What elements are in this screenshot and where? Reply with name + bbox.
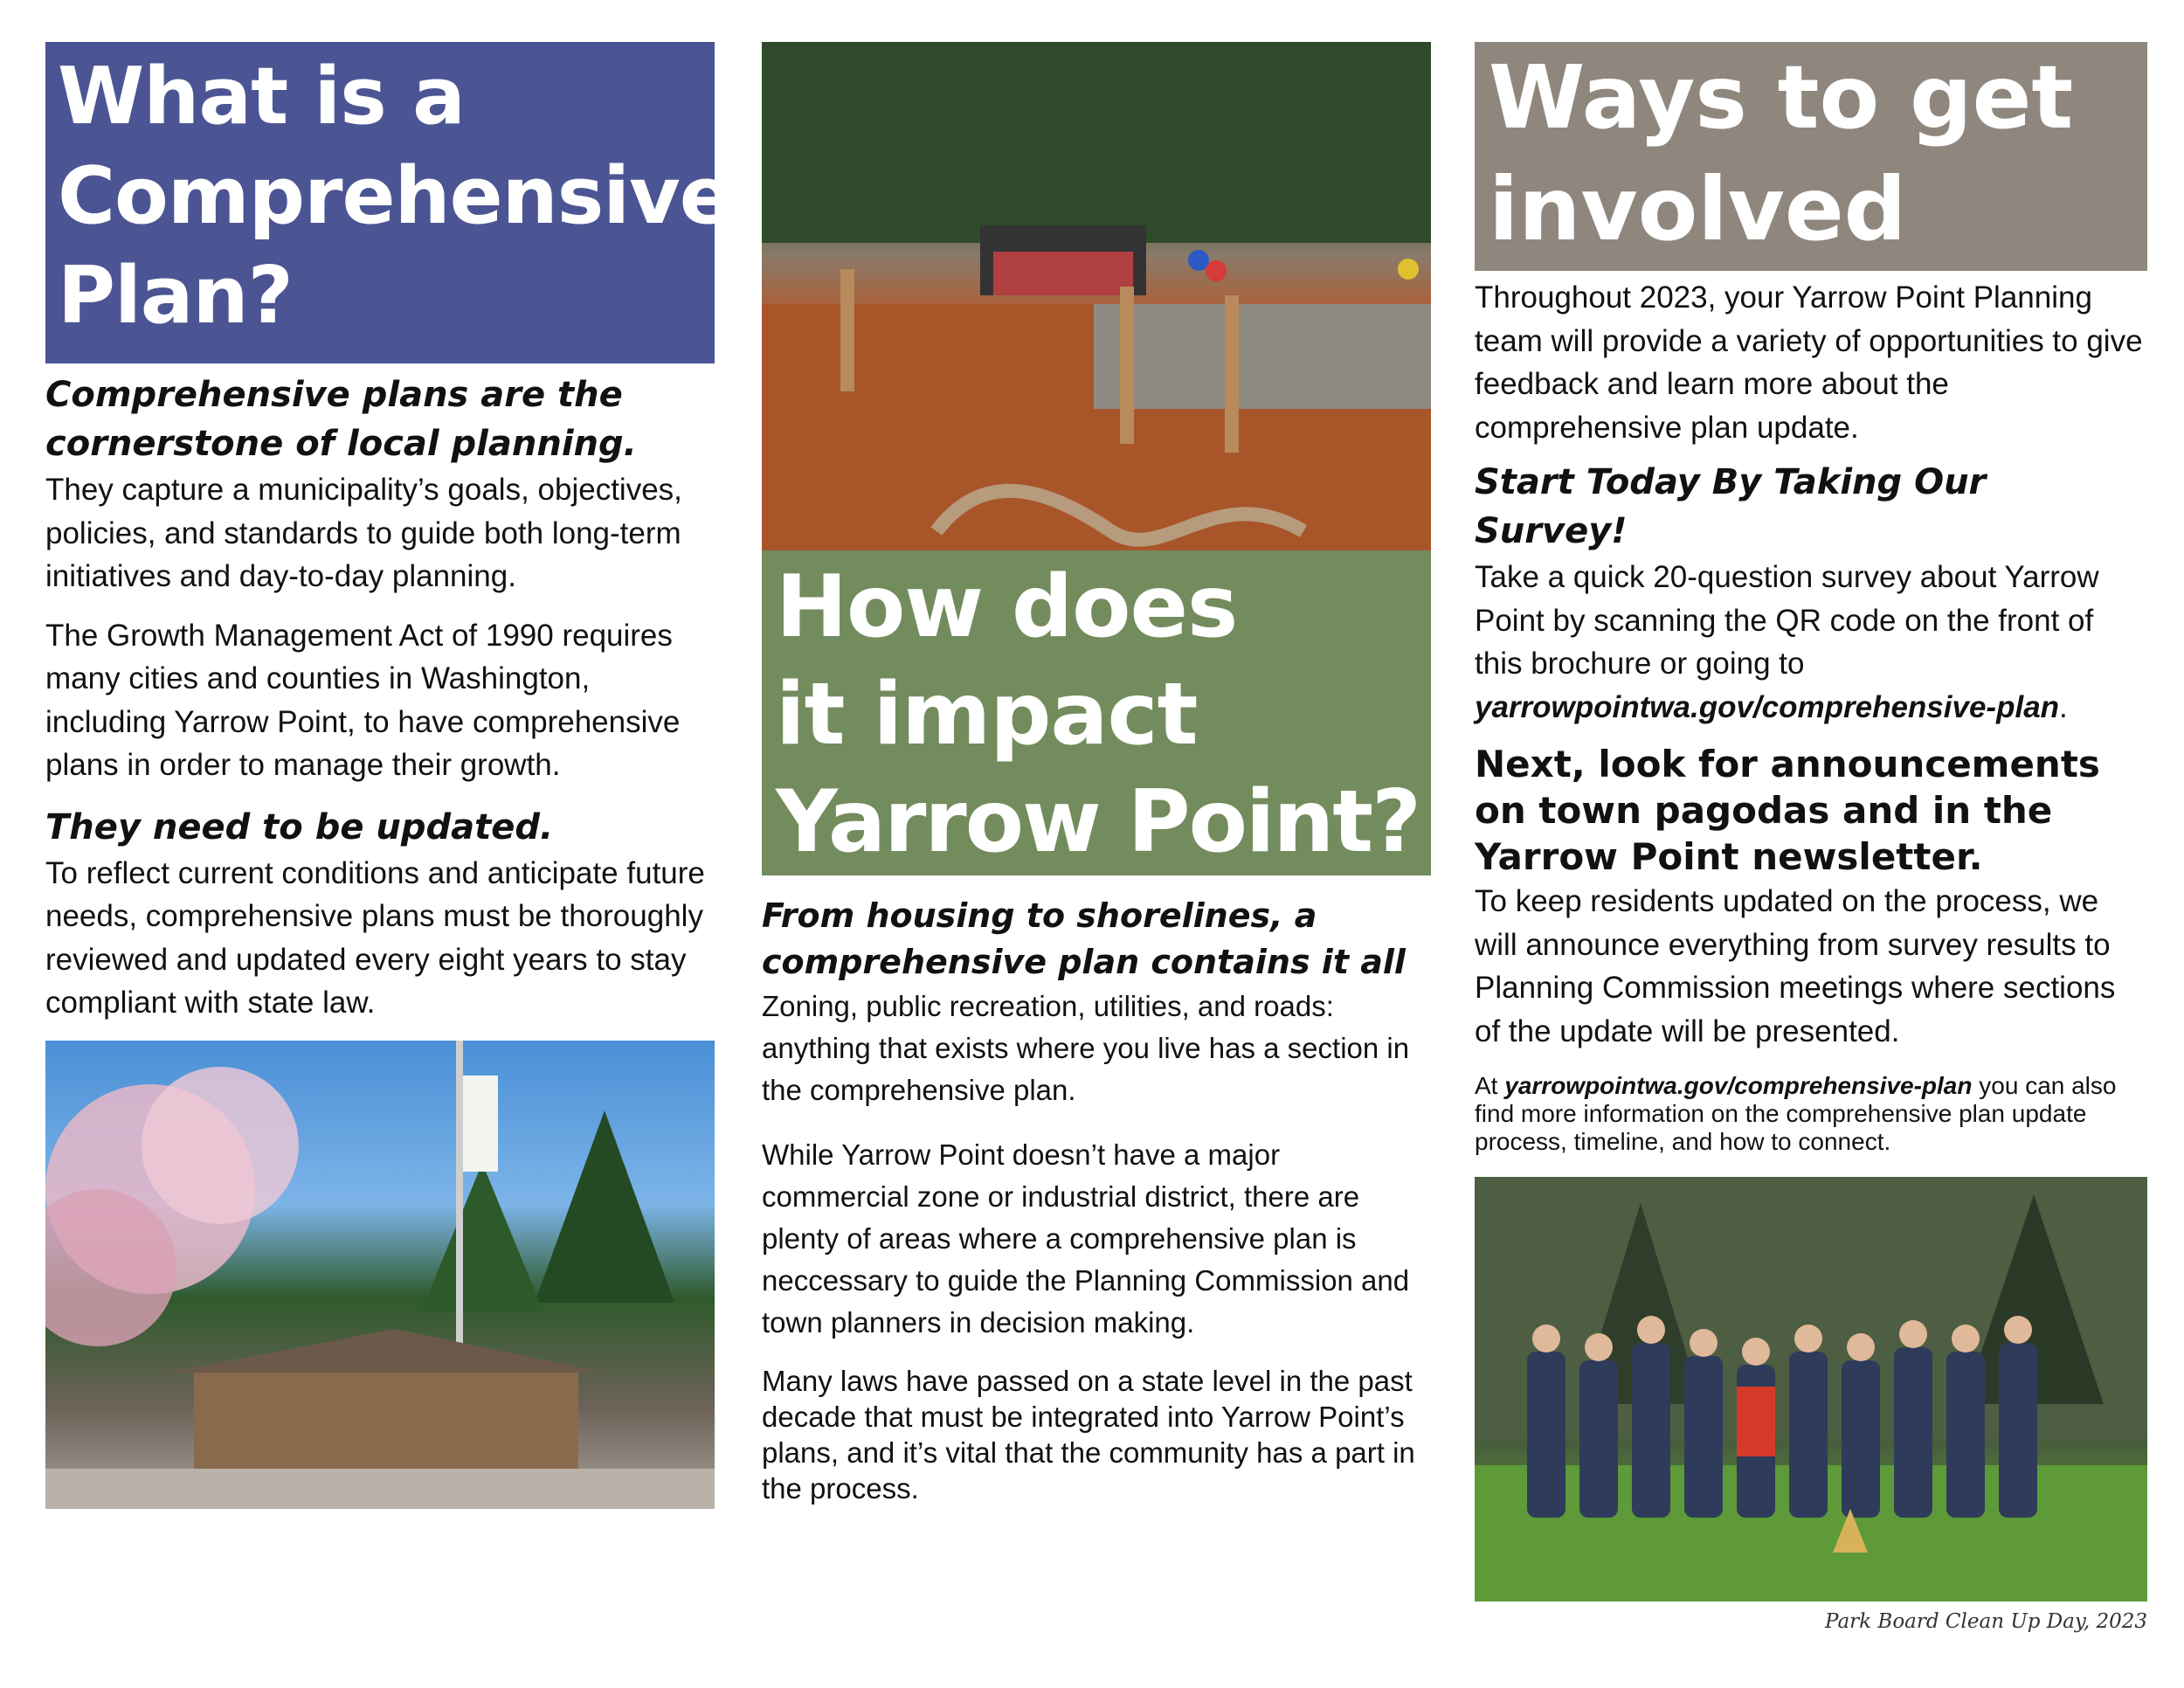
- survey-period: .: [2059, 689, 2068, 724]
- heading-line: Yarrow Point?: [776, 772, 1420, 872]
- cleanup-volunteers-illustration: [1475, 1177, 2147, 1602]
- paragraph-reflect: To reflect current conditions and anticipate future needs, comprehensive plans must be thoroughly reviewed and updated every eight years to stay compliant with state law.: [45, 855, 705, 1020]
- playground-photo: [762, 42, 1431, 550]
- heading-how-does-it-impact: [762, 550, 1431, 875]
- paragraph-throughout-2023: Throughout 2023, your Yarrow Point Planning team will provide a variety of opportunities to give feedback and learn more about the comprehensive plan update.: [1475, 280, 2143, 445]
- survey-text: Take a quick 20-question survey about Yarrow Point by scanning the QR code on the front of this brochure or going to: [1475, 560, 2099, 681]
- heading-ways-to-get-involved: [1475, 42, 2147, 271]
- heading-what-is-comprehensive-plan: [45, 42, 732, 363]
- heading-line: it impact: [776, 665, 1198, 764]
- subhead-updated: They need to be updated.: [45, 806, 554, 847]
- paragraph-state-laws: Many laws have passed on a state level in the past decade that must be integrated into Yarrow Point’s plans, and it’s vital that the community has a part in the process.: [762, 1365, 1415, 1505]
- column-get-involved: [1475, 42, 2147, 1633]
- paragraph-keep-updated: To keep residents updated on the process, we will announce everything from survey results to Planning Commission meetings where sections of the update will be presented.: [1475, 884, 2116, 1048]
- photo-caption: Park Board Clean Up Day, 2023: [1825, 1610, 2147, 1633]
- paragraph-capture: They capture a municipality’s goals, objectives, policies, and standards to guide both long-term initiatives and day-to-day planning.: [45, 473, 682, 593]
- paragraph-growth-management: The Growth Management Act of 1990 requires many cities and counties in Washington, including Yarrow Point, to have comprehensive plans in order to manage their growth.: [45, 618, 681, 782]
- playground-illustration: [762, 42, 1431, 550]
- subhead-take-survey: Start Today By Taking Our Survey!: [1475, 462, 1987, 551]
- more-info-text: you can also find more information on the comprehensive plan update process, timeline, and how to connect.: [1475, 1072, 2117, 1155]
- town-hall-illustration: [45, 1041, 715, 1509]
- paragraph-no-commercial-zone: While Yarrow Point doesn’t have a major commercial zone or industrial district, there are plenty of areas where a comprehensive plan is neccessary to guide the Planning Commission and town planners in decision making.: [762, 1138, 1410, 1339]
- heading-line: Comprehensive: [58, 150, 732, 242]
- more-info-at: At: [1475, 1072, 1498, 1099]
- paragraph-zoning: Zoning, public recreation, utilities, and roads: anything that exists where you live has a section in the comprehensive plan.: [762, 990, 1410, 1106]
- town-hall-photo: [45, 1041, 715, 1509]
- cleanup-day-photo: [1475, 1177, 2147, 1602]
- subhead-announcements: Next, look for announcements on town pagodas and in the Yarrow Point newsletter.: [1475, 743, 2100, 878]
- heading-line: What is a: [58, 51, 465, 142]
- heading-line: Ways to get: [1489, 46, 2074, 149]
- more-info-link[interactable]: yarrowpointwa.gov/comprehensive-plan: [1504, 1072, 1973, 1099]
- subhead-housing-shorelines: From housing to shorelines, a comprehensive plan contains it all: [762, 896, 1406, 981]
- heading-line: How does: [776, 557, 1238, 657]
- heading-line: involved: [1489, 158, 1907, 260]
- survey-link[interactable]: yarrowpointwa.gov/comprehensive-plan: [1475, 689, 2060, 724]
- column-impact: [762, 42, 1431, 1506]
- heading-line: Plan?: [58, 250, 293, 342]
- subhead-cornerstone: Comprehensive plans are the cornerstone of local planning.: [45, 375, 637, 464]
- paragraph-survey: [1475, 556, 2147, 729]
- column-what-is: [45, 42, 732, 1509]
- paragraph-more-info: [1475, 1072, 2147, 1156]
